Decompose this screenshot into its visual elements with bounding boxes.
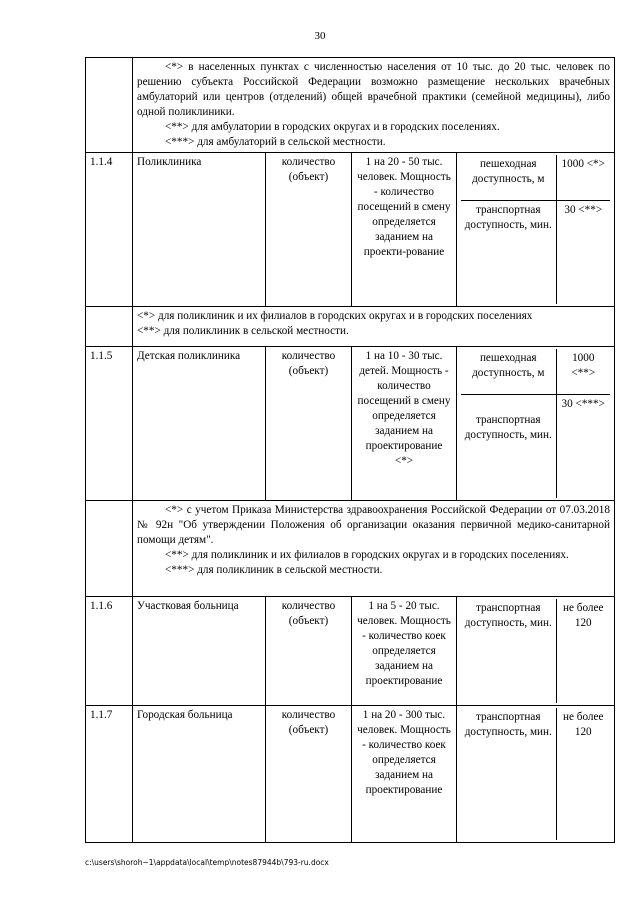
unit-cell: количество (объект) [266,706,352,843]
row-number: 1.1.6 [86,597,133,706]
access-table [461,708,610,840]
table-row [86,153,615,307]
access-label: транспортная доступность, мин. [461,599,556,703]
note-line: <*> для поликлиник и их филиалов в городских округах и в городских поселениях [137,310,533,322]
access-label: транспортная доступность, мин. [461,708,556,840]
note-row [86,501,615,597]
note-line: <***> для поликлиник в сельской местности. [165,564,383,576]
access-cell [457,597,615,706]
access-table [461,155,610,304]
access-label: пешеходная доступность, м [461,155,556,200]
note-line: <***> для амбулаторий в сельской местности. [165,136,386,148]
facility-name: Поликлиника [133,153,266,307]
note-line: <**> для амбулатории в городских округах и в городских поселениях. [165,121,500,133]
facility-name: Участковая больница [133,597,266,706]
access-table [461,349,610,498]
unit-cell: количество (объект) [266,153,352,307]
access-cell [457,706,615,843]
unit-cell: количество (объект) [266,347,352,501]
note-line: <**> для поликлиник и их филиалов в городских округах и в городских поселениях. [165,549,569,561]
unit-cell: количество (объект) [266,597,352,706]
norms-table [85,57,615,843]
row-number: 1.1.5 [86,347,133,501]
page-number: 30 [314,30,326,42]
note-cell [133,58,615,153]
facility-name: Детская поликлиника [133,347,266,501]
access-cell [457,153,615,307]
access-label: пешеходная доступность, м [461,349,556,394]
access-table [461,599,610,703]
note-cell [133,501,615,597]
note-line: <*> с учетом Приказа Министерства здравоохранения Российской Федерации от 07.03.2018 № 92н "Об утверждении Положения об организации оказания первичной медико-санитарной помощи детям". [137,504,610,546]
access-label: транспортная доступность, мин. [461,200,556,304]
norm-cell: 1 на 20 - 50 тыс. человек. Мощность - количество посещений в смену определяется заданием на проекти-рование [352,153,457,307]
access-cell [457,347,615,501]
access-value: не более 120 [563,602,604,629]
row-number: 1.1.7 [86,706,133,843]
file-path-footer: c:\users\shoroh~1\appdata\local\temp\notes87944b\793-ru.docx [85,858,329,867]
norm-cell: 1 на 10 - 30 тыс. детей. Мощность - количество посещений в смену определяется заданием на проектирование <*> [352,347,457,501]
access-value: 1000 <*> [561,158,605,170]
table-row [86,347,615,501]
row-number: 1.1.4 [86,153,133,307]
access-value: 1000 <**> [571,352,596,379]
note-line: <*> в населенных пунктах с численностью населения от 10 тыс. до 20 тыс. человек по решению субъекта Российской Федерации возможно размещение нескольких врачебных амбулаторий или центров (отделений) общей врачебной практики (семейной медицины), либо одной поликлиники. [137,61,610,118]
table-row [86,706,615,843]
table-row [86,597,615,706]
norm-cell: 1 на 5 - 20 тыс. человек. Мощность - количество коек определяется заданием на проектирование [352,597,457,706]
norm-cell: 1 на 20 - 300 тыс. человек. Мощность - количество коек определяется заданием на проектирование [352,706,457,843]
note-row [86,58,615,153]
note-line: <**> для поликлиник в сельской местности. [137,325,349,337]
access-label: транспортная доступность, мин. [461,394,556,498]
facility-name: Городская больница [133,706,266,843]
access-value: 30 <***> [556,394,610,498]
access-value: не более 120 [563,711,604,738]
note-row [86,307,615,347]
access-value: 30 <**> [556,200,610,304]
note-cell [133,307,615,347]
